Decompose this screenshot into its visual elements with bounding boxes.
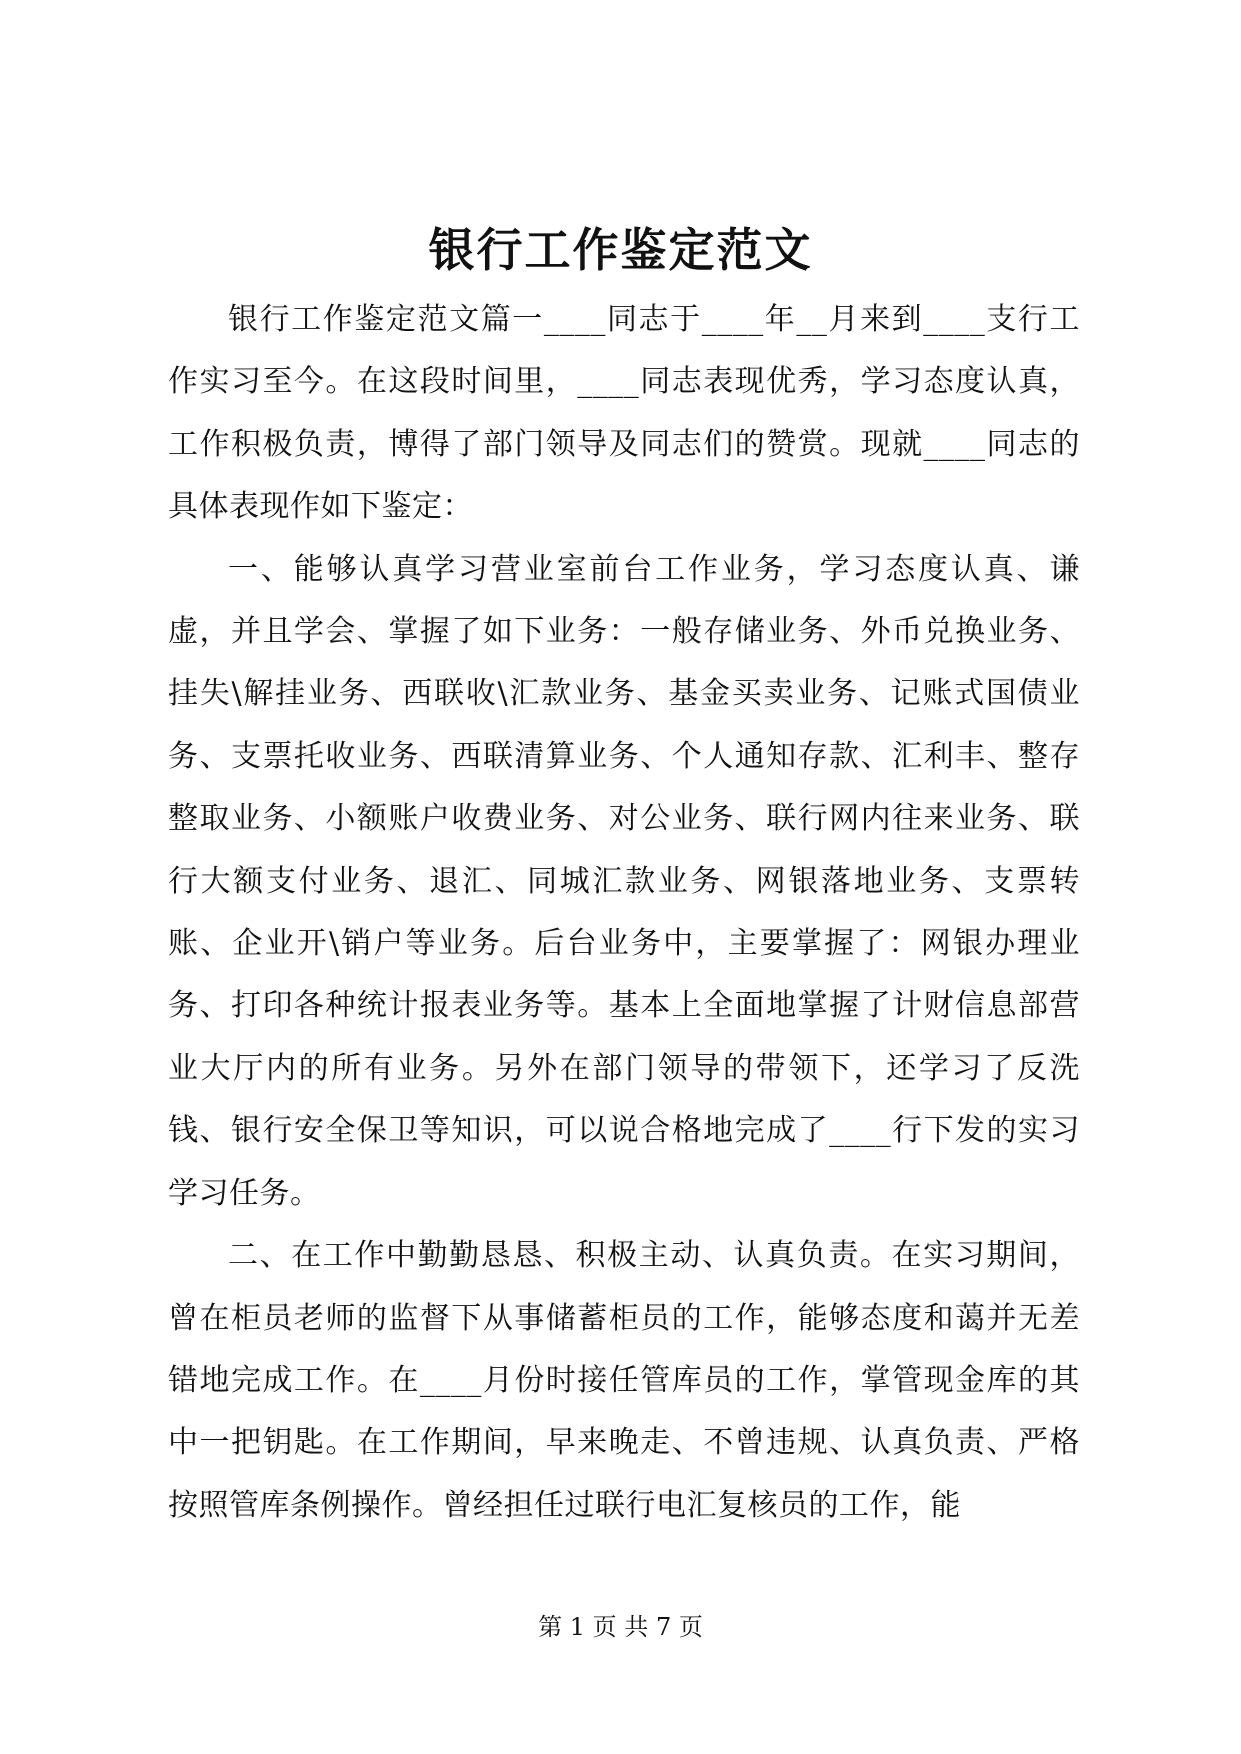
document-title: 银行工作鉴定范文 bbox=[428, 223, 813, 277]
document-body bbox=[168, 289, 1080, 1537]
paragraph-intro: 银行工作鉴定范文篇一____同志于____年__月来到____支行工作实习至今。在这段时间里，____同志表现优秀，学习态度认真，工作积极负责，博得了部门领导及同志们的赞赏。现就____同志的具体表现作如下鉴定： bbox=[168, 302, 1080, 525]
paragraph-section-two: 二、在工作中勤勤恳恳、积极主动、认真负责。在实习期间，曾在柜员老师的监督下从事储蓄柜员的工作，能够态度和蔼并无差错地完成工作。在____月份时接任管库员的工作，掌管现金库的其中一把钥匙。在工作期间，早来晚走、不曾违规、认真负责、严格按照管库条例操作。曾经担任过联行电汇复核员的工作，能 bbox=[168, 1238, 1080, 1523]
page-number-footer: 第 1 页 共 7 页 bbox=[538, 1613, 703, 1641]
paragraph-section-one: 一、能够认真学习营业室前台工作业务，学习态度认真、谦虚，并且学会、掌握了如下业务：一般存储业务、外币兑换业务、挂失\解挂业务、西联收\汇款业务、基金买卖业务、记账式国债业务、支票托收业务、西联清算业务、个人通知存款、汇利丰、整存整取业务、小额账户收费业务、对公业务、联行网内往来业务、联行大额支付业务、退汇、同城汇款业务、网银落地业务、支票转账、企业开\销户等业务。后台业务中，主要掌握了：网银办理业务、打印各种统计报表业务等。基本上全面地掌握了计财信息部营业大厅内的所有业务。另外在部门领导的带领下，还学习了反洗钱、银行安全保卫等知识，可以说合格地完成了____行下发的实习学习任务。 bbox=[168, 551, 1080, 1211]
